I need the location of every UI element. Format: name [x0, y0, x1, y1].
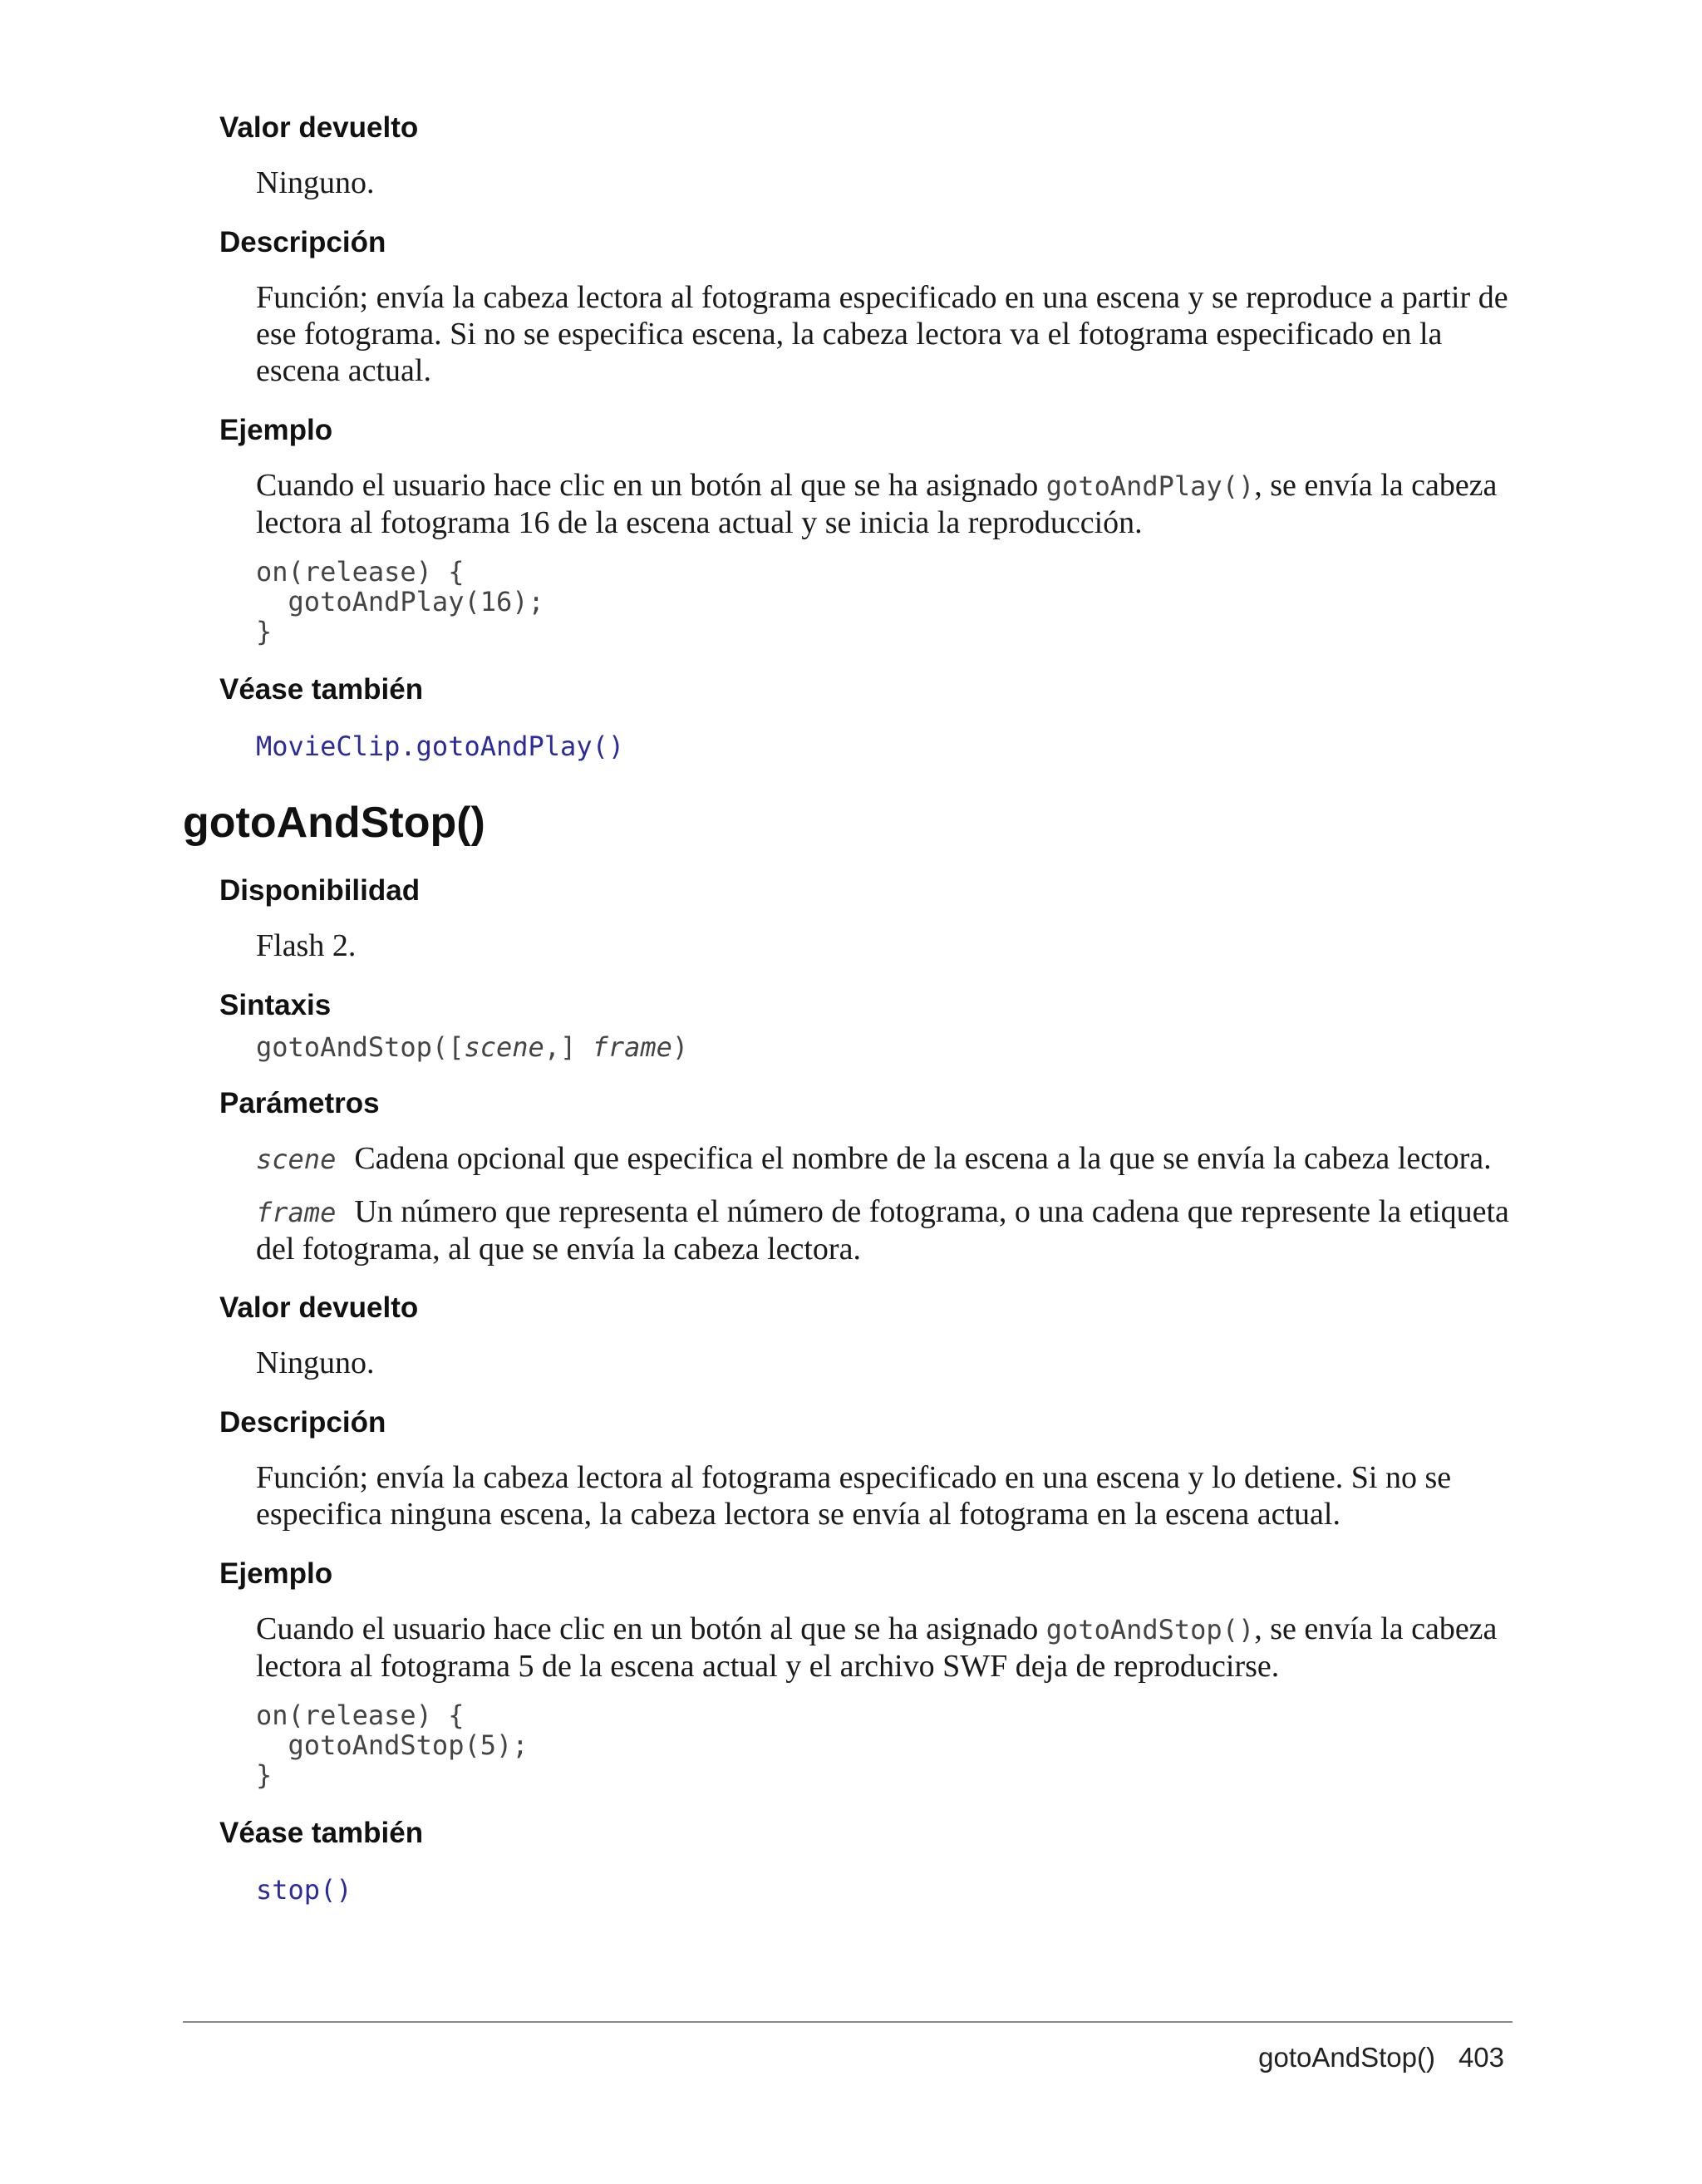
- inline-code: gotoAndPlay(): [1045, 470, 1255, 502]
- parameter-name: frame: [256, 1197, 337, 1228]
- parameter-description: Cadena opcional que especifica el nombre de la escena a la que se envía la cabeza lectora.: [354, 1141, 1492, 1176]
- availability-heading: Disponibilidad: [219, 874, 421, 907]
- parameter-name: scene: [256, 1144, 337, 1175]
- example-text-after: , se envía la cabeza lectora al fotograma 5 de la escena actual y el archivo SWF deja de reproducirse.: [256, 1611, 1498, 1684]
- description-text: Función; envía la cabeza lectora al fotograma especificado en una escena y se reproduce a partir de ese fotograma. Si no se especifica escena, la cabeza lectora va el fotograma especificado en la escena actual.: [256, 280, 1508, 388]
- example-text-before: Cuando el usuario hace clic en un botón al que se ha asignado: [256, 468, 1046, 503]
- return-value-heading: Valor devuelto: [219, 111, 419, 144]
- description-text: Función; envía la cabeza lectora al fotograma especificado en una escena y lo detiene. Si no se especifica ninguna escena, la cabeza lectora se envía al fotograma en la escena actual.: [256, 1460, 1452, 1532]
- footer-divider: [183, 2021, 1513, 2023]
- see-also-link[interactable]: stop(): [256, 1874, 352, 1906]
- page-footer: [1258, 2041, 1504, 2074]
- parameter-scene: [256, 1140, 1519, 1178]
- example-text: [256, 1611, 1519, 1685]
- example-text-after: , se envía la cabeza lectora al fotograma 16 de la escena actual y se inicia la reproducción.: [256, 468, 1498, 540]
- syntax-scene-param: scene: [464, 1031, 544, 1063]
- syntax-heading: Sintaxis: [219, 989, 332, 1021]
- code-block: on(release) { gotoAndStop(5); }: [256, 1699, 529, 1791]
- example-heading: Ejemplo: [219, 1557, 333, 1590]
- return-value-heading: Valor devuelto: [219, 1291, 419, 1324]
- syntax-line: [256, 1031, 688, 1064]
- parameter-description: Un número que representa el número de fotograma, o una cadena que represente la etiqueta del fotograma, al que se envía la cabeza lectora.: [256, 1194, 1509, 1267]
- inline-code: gotoAndStop(): [1045, 1614, 1255, 1645]
- availability-text: Flash 2.: [256, 928, 357, 963]
- entry-title: gotoAndStop(): [183, 799, 485, 847]
- example-text: [256, 467, 1519, 541]
- description-heading: Descripción: [219, 226, 386, 258]
- page-number: 403: [1458, 2042, 1504, 2073]
- syntax-frame-param: frame: [592, 1031, 672, 1063]
- return-value-text: Ninguno.: [256, 165, 375, 200]
- syntax-mid: ,]: [544, 1031, 593, 1063]
- parameter-frame: [256, 1193, 1519, 1267]
- running-title: gotoAndStop(): [1258, 2042, 1435, 2073]
- code-block: on(release) { gotoAndPlay(16); }: [256, 556, 544, 647]
- see-also-link[interactable]: MovieClip.gotoAndPlay(): [256, 730, 625, 762]
- syntax-suffix: ): [671, 1031, 689, 1063]
- see-also-heading: Véase también: [219, 1817, 424, 1849]
- description-heading: Descripción: [219, 1406, 386, 1439]
- see-also-heading: Véase también: [219, 673, 424, 706]
- example-heading: Ejemplo: [219, 414, 333, 446]
- syntax-prefix: gotoAndStop([: [256, 1031, 465, 1063]
- parameters-heading: Parámetros: [219, 1087, 380, 1119]
- example-text-before: Cuando el usuario hace clic en un botón al que se ha asignado: [256, 1611, 1046, 1646]
- return-value-text: Ninguno.: [256, 1345, 375, 1380]
